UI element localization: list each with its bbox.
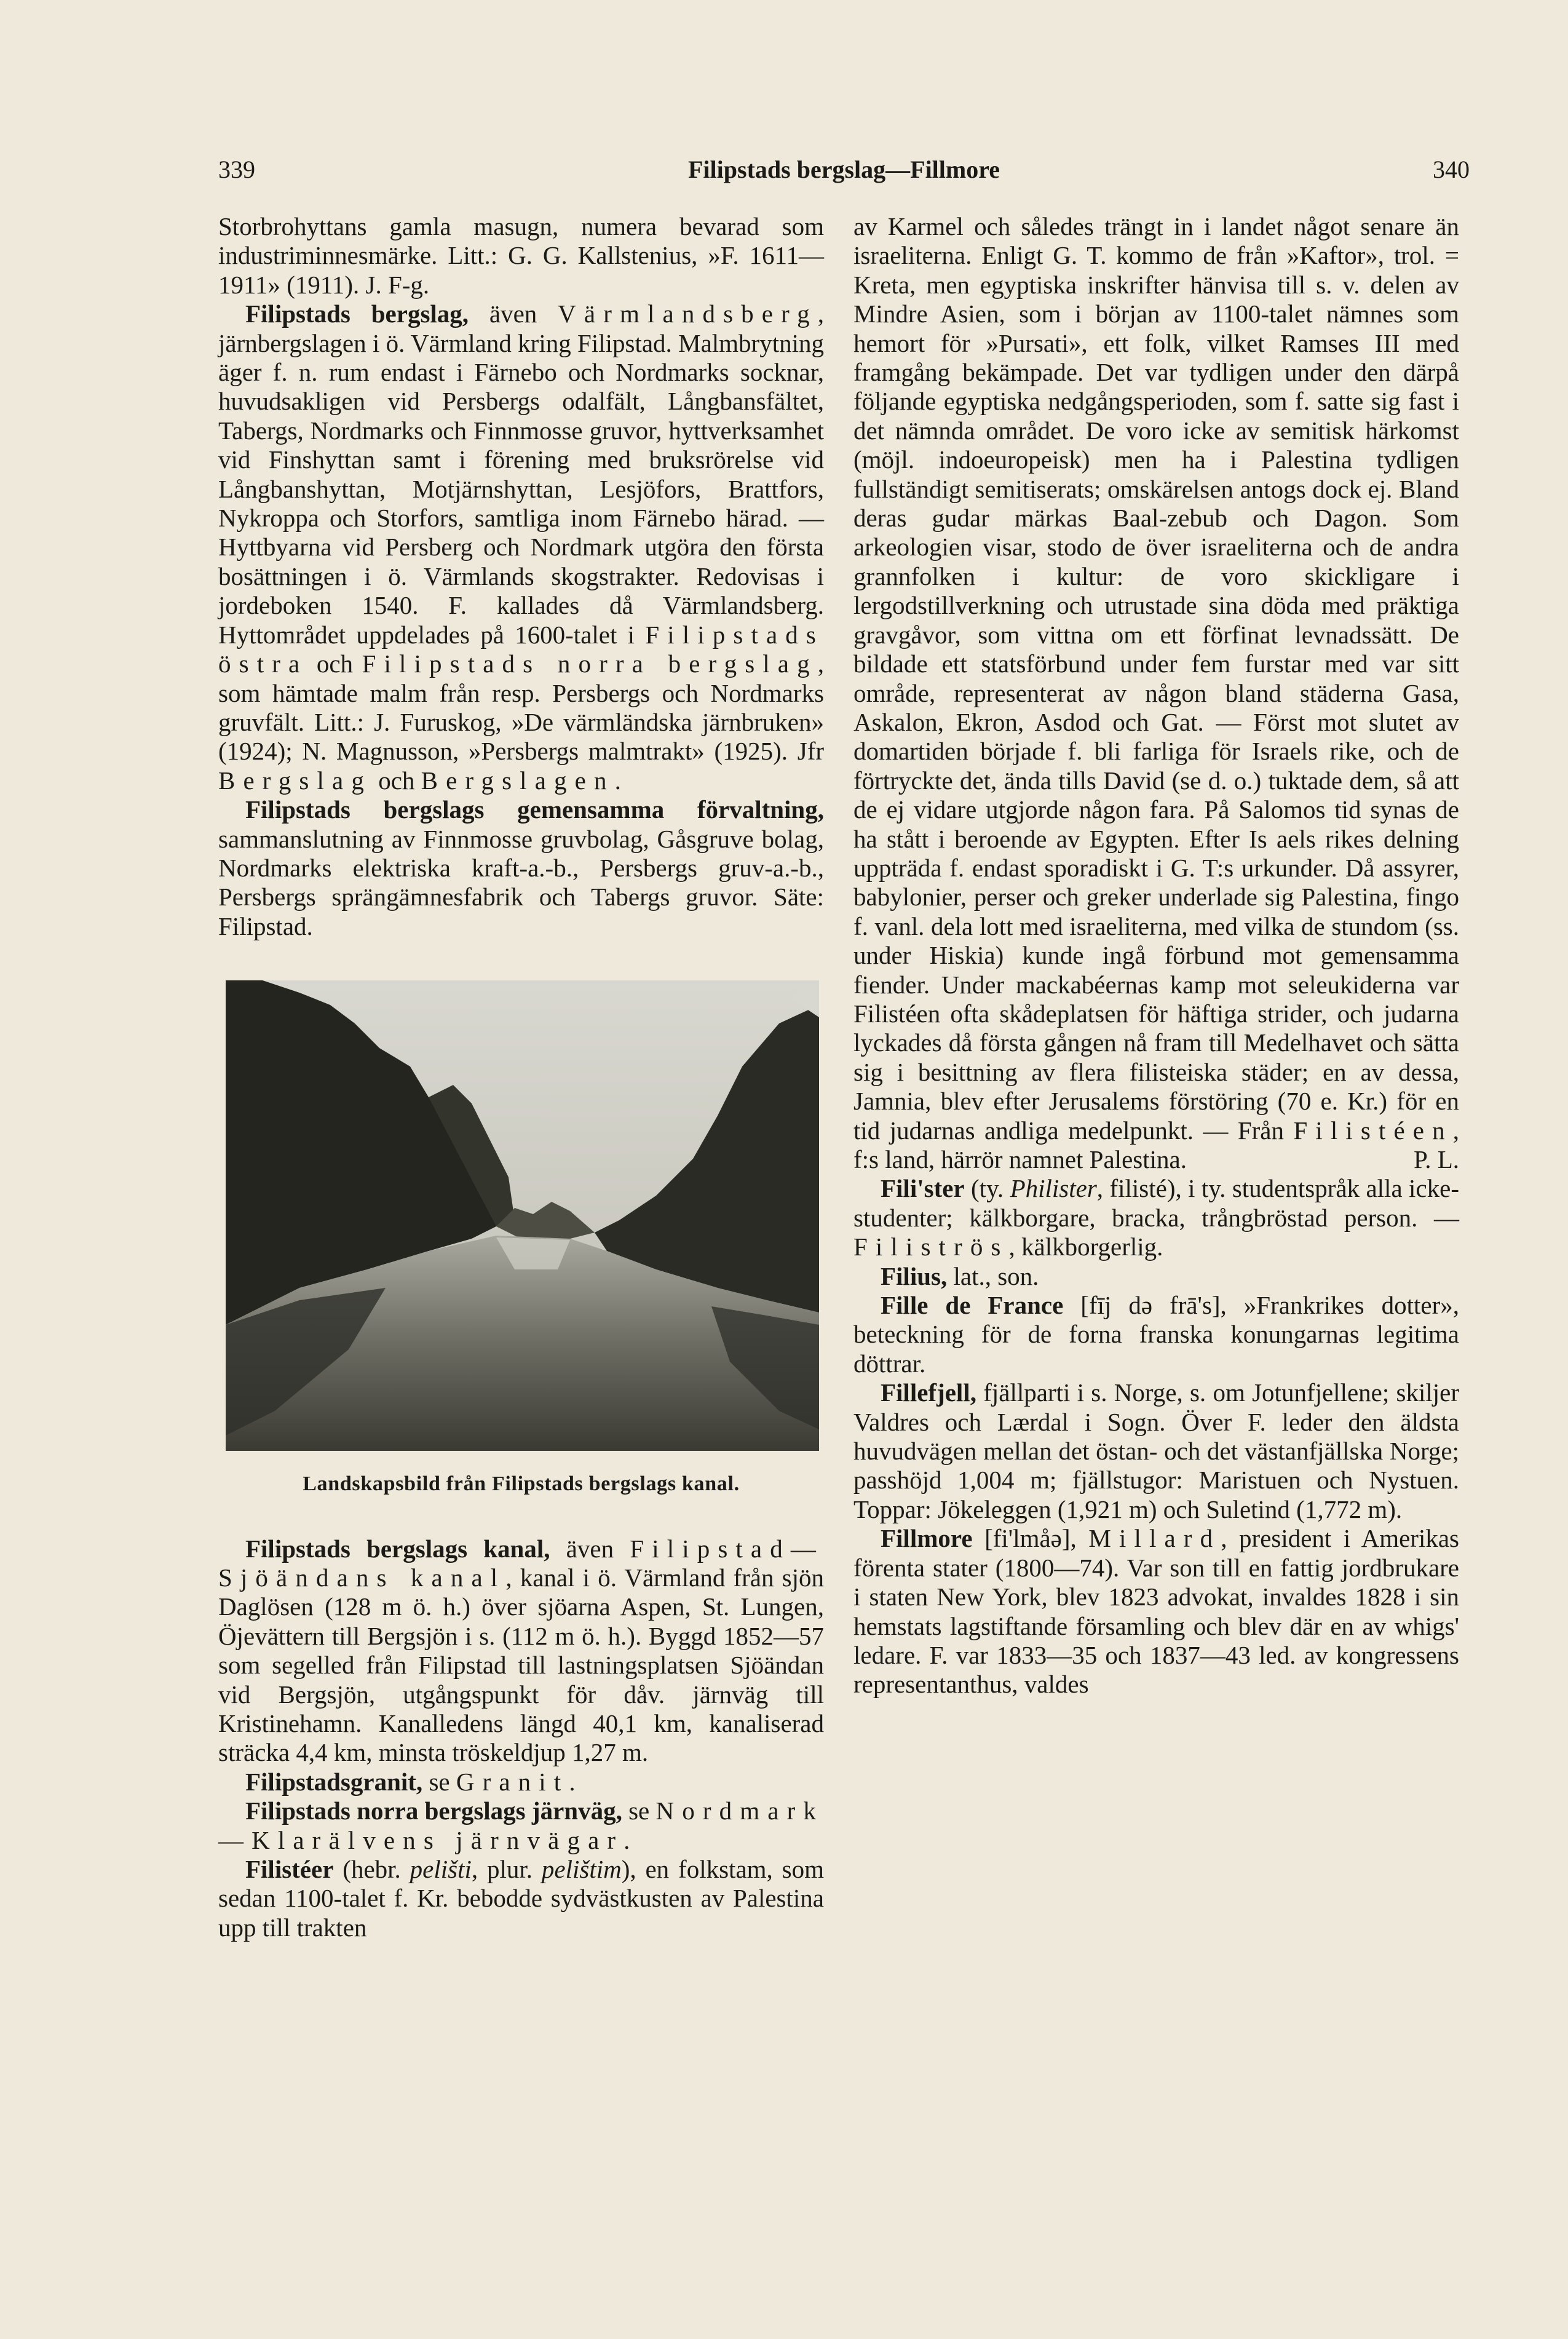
entry-headword: Filipstads bergslag, — [245, 300, 469, 328]
entry-headword: Fili'ster — [881, 1174, 965, 1203]
entry-filipstads-bergslag: Filipstads bergslag, även Värmlandsberg, järnbergslagen i ö. Värmland kring Filipstad. Malmbrytning äger f. n. rum endast i Färnebo och Nordmarks socknar, huvudsakligen vid Persbergs odalfält, Långbansfältet, Tabergs, Nordmarks och Finnmosse gruvor, hyttverksamhet vid Finshyttan samt i förening med bruksrörelse vid Långbanshyttan, Motjärnshyttan, Lesjöfors, Brattfors, Nykroppa och Storfors, samtliga inom Färnebo härad. — Hyttbyarna vid Persberg och Nordmark utgöra den första bosättningen i ö. Värmlands skogstrakter. Redovisas i jordeboken 1540. F. kallades då Värmlandsberg. Hyttområdet uppdelades på 1600-talet i Filipstads östra och Filipstads norra bergslag, som hämtade malm från resp. Persbergs och Nordmarks gruvfält. Litt.: J. Furuskog, »De värmländska järnbruken» (1924); N. Magnusson, »Persbergs malmtrakt» (1925). Jfr Bergslag och Bergslagen. — [218, 300, 824, 795]
entry-fillmore: Fillmore [fi'lmåə], Millard, president i Amerikas förenta stater (1800—74). Var son till en fattig jordbrukare i staten New York, blev 1823 advokat, invaldes 1828 i sin hemstats lagstiftande församling och blev där en av whigs' ledare. F. var 1833—35 och 1837—43 led. av kongressens representanthus, valdes — [853, 1524, 1460, 1699]
spaced-term: Filipstads östra — [218, 620, 824, 678]
entry-continuation: Storbrohyttans gamla masugn, numera bevarad som industriminnesmärke. Litt.: G. G. Kallstenius, »F. 1611—1911» (1911). J. F-g. — [218, 212, 824, 299]
entry-headword: Filistéer — [245, 1855, 334, 1884]
spaced-term: Bergslagen — [421, 766, 615, 795]
entry-norra-bergslags-jarnvag: Filipstads norra bergslags järnväg, se Nordmark—Klarälvens järnvägar. — [218, 1797, 825, 1854]
entry-headword: Fille de France — [881, 1291, 1064, 1320]
entry-filister: Fili'ster (ty. Philister, filisté), i ty. studentspråk alla icke-studenter; kälkborgare, bracka, trångbröstad person. — Filiströs, kälkborgerlig. — [853, 1174, 1459, 1261]
entry-headword: Fillefjell, — [881, 1378, 976, 1407]
entry-filipstadsgranit: Filipstadsgranit, se Granit. — [245, 1767, 576, 1796]
page-number-right: 340 — [1433, 156, 1470, 183]
page-number-left: 339 — [218, 156, 255, 183]
entry-headword: Filipstads norra bergslags järnväg, — [245, 1797, 622, 1825]
entry-fille-de-france: Fille de France [fīj də frā's], »Frankrikes dotter», beteckning för de forna franska konungarnas legitima döttrar. — [853, 1291, 1459, 1378]
spaced-term: Filistéen — [1293, 1116, 1453, 1145]
spaced-term: Värmlandsberg — [558, 300, 818, 328]
entry-filisteer: Filistéer (hebr. pelišti, plur. pelištim), en folkstam, som sedan 1100-talet f. Kr. bebodde sydvästkusten av Palestina upp till trakten — [218, 1855, 824, 1942]
canal-landscape-image — [226, 980, 819, 1451]
entry-filisteer-continuation: av Karmel och således trängt in i landet något senare än israeliterna. Enligt G. T. kommo de från »Kaftor», trol. = Kreta, men egyptiska inskrifter hänvisa till s. v. delen av Mindre Asien, som i början av 1100-talet nämnes som hemort för »Pursati», ett folk, vilket Ramses III med framgång bekämpade. Det var tydligen under den därpå följande egyptiska nedgångsperioden, som f. satte sig fast i det nämnda området. De voro icke av semitisk härkomst (möjl. indoeuropeisk) men ha i Palestina tydligen fullständigt semitiserats; omskärelsen antogs dock ej. Bland deras gudar märkas Baal-zebub och Dagon. Som arkeologien visar, stodo de över israeliterna och de andra grannfolken i kultur: de voro skickligare i lergodstillverkning och utrustade sina döda med präktiga gravgåvor, som vittna om ett förfinat levnadssätt. De bildade ett statsförbund under fem furstar med var sitt område, representerat av någon bland städerna Gasa, Askalon, Ekron, Asdod och Gat. — Först mot slutet av domartiden började f. bli farliga för Israels rike, och de förtryckte det, ända tills David (se d. o.) tuktade dem, så att de ej vidare utgjorde någon fara. På Salomos tid synas de ha stått i beroende av Egypten. Efter Is aels rikes delning uppträda f. endast sporadiskt i G. T:s urkunder. Då assyrer, babylonier, perser och greker underlade sig Palestina, fingo f. vanl. dela lott med israeliterna, med vilka de stundom (ss. under Hiskia) kunde ingå förbund mot gemensamma fiender. Under mackabéernas kamp mot seleukiderna var Filistéen ofta skådeplatsen för häftiga strider, och judarna lyckades då första gången nå fram till Medelhavet och sätta sig i besittning av flera filisteiska städer; en av dessa, Jamnia, blev efter Jerusalems förstöring (70 e. Kr.) för en tid judarnas andliga medelpunkt. — Från Filistéen, f:s land, härrör namnet Palestina. P. L. — [853, 212, 1459, 1173]
spaced-term: Filipstads norra bergslag — [362, 649, 818, 678]
entry-fillefjell: Fillefjell, fjällparti i s. Norge, s. om Jotunfjellene; skiljer Valdres och Lærdal i Sogn. Över F. leder den äldsta huvudvägen mellan det östan- och det västanfjällska Norge; passhöjd 1,004 m; fjällstugor: Maristuen och Nystuen. Toppar: Jökeleggen (1,921 m) och Suletind (1,772 m). — [853, 1378, 1459, 1523]
cross-reference: Nordmark—Klarälvens järnvägar — [218, 1797, 825, 1854]
entry-headword: Filipstads bergslags gemensamma förvaltning, — [245, 795, 824, 824]
spaced-term: Filipstad—Sjöändans kanal — [218, 1534, 824, 1592]
spaced-term: Bergslag — [218, 766, 372, 795]
cross-reference: Granit — [456, 1767, 569, 1796]
entry-headword: Filipstadsgranit, — [245, 1767, 423, 1796]
entry-headword: Filipstads bergslags kanal, — [245, 1534, 550, 1563]
entry-filius: Filius, lat., son. — [881, 1261, 1039, 1290]
entry-headword: Filius, — [881, 1261, 948, 1290]
entry-gemensamma-forvaltning: Filipstads bergslags gemensamma förvaltning, sammanslutning av Finnmosse gruvbolag, Gåsgruve bolag, Nordmarks elektriska kraft-a.-b., Persbergs gruv-a.-b., Persbergs sprängämnesfabrik och Tabergs gruvor. Säte: Filipstad. — [218, 795, 824, 940]
landscape-photo — [226, 980, 819, 1451]
entry-headword: Fillmore — [881, 1524, 973, 1553]
photo-caption: Landskapsbild från Filipstads bergslags kanal. — [303, 1472, 740, 1496]
right-column — [853, 212, 1459, 1699]
running-header — [218, 155, 1470, 186]
author-signature: P. L. — [1413, 1145, 1459, 1173]
left-column — [218, 212, 824, 1942]
spaced-term: Millard — [1088, 1524, 1221, 1553]
spaced-term: Filiströs — [853, 1233, 1009, 1261]
entry-bergslags-kanal: Filipstads bergslags kanal, även Filipstad—Sjöändans kanal, kanal i ö. Värmland från sjön Daglösen (128 m ö. h.) över sjöarna Aspen, St. Lungen, Öjevättern till Bergsjön i s. (112 m ö. h.). Byggd 1852—57 som segelled från Filipstad till lastningsplatsen Sjöändan vid Bergsjön, utgångspunkt för dåv. järnväg till Kristinehamn. Kanalledens längd 40,1 km, kanaliserad sträcka 4,4 km, minsta tröskeldjup 1,27 m. — [218, 1534, 824, 1767]
running-title: Filipstads bergslag—Fillmore — [687, 156, 1000, 183]
